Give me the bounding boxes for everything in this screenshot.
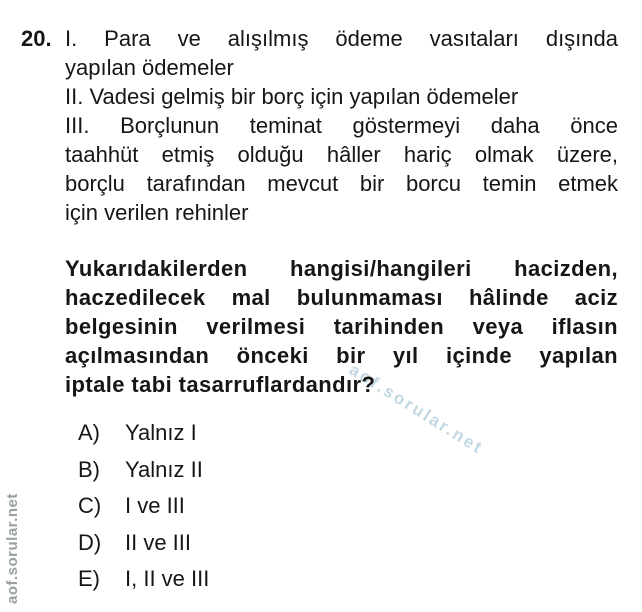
question-number: 20. [21, 26, 52, 51]
option-letter: B) [78, 456, 100, 482]
option-text: II ve III [125, 529, 192, 555]
options-list [78, 420, 209, 603]
option-letter: E) [78, 566, 100, 591]
statement-line: I. Para ve alışılmış ödeme vasıtaları dışında [65, 26, 618, 51]
stem-line: belgesinin verilmesi tarihinden veya iflasın [65, 314, 618, 339]
option-text: I ve III [125, 493, 185, 518]
statement-line: taahhüt etmiş olduğu hâller hariç olmak üzere, [65, 142, 618, 167]
statement-line: borçlu tarafından mevcut bir borcu temin etmek [65, 171, 618, 196]
statement-line: III. Borçlunun teminat göstermeyi daha önce [65, 113, 618, 138]
stem-line: Yukarıdakilerden hangisi/hangileri hacizden, [65, 256, 618, 281]
answer-option-e[interactable] [78, 566, 209, 603]
answer-option-d[interactable] [78, 530, 209, 567]
option-letter: A) [78, 420, 100, 445]
statement-line: II. Vadesi gelmiş bir borç için yapılan ödemeler [65, 84, 519, 109]
option-text: I, II ve III [125, 566, 210, 591]
option-text: Yalnız I [125, 420, 197, 445]
answer-option-c[interactable] [78, 493, 209, 530]
stem-line: haczedilecek mal bulunmaması hâlinde aciz [65, 285, 618, 310]
option-letter: D) [78, 529, 102, 555]
answer-option-a[interactable] [78, 420, 209, 457]
question-stem [65, 254, 618, 399]
side-watermark: aof.sorular.net [4, 493, 21, 604]
option-letter: C) [78, 493, 102, 518]
statements-block [65, 24, 618, 227]
option-text: Yalnız II [125, 456, 203, 482]
stem-line: açılmasından önceki bir yıl içinde yapılan [65, 343, 618, 368]
diagonal-watermark: aof.sorular.net [345, 360, 488, 459]
stem-line: iptale tabi tasarruflardandır? [65, 372, 376, 397]
statement-line: yapılan ödemeler [65, 55, 234, 80]
answer-option-b[interactable] [78, 457, 209, 494]
statement-line: için verilen rehinler [65, 200, 249, 225]
